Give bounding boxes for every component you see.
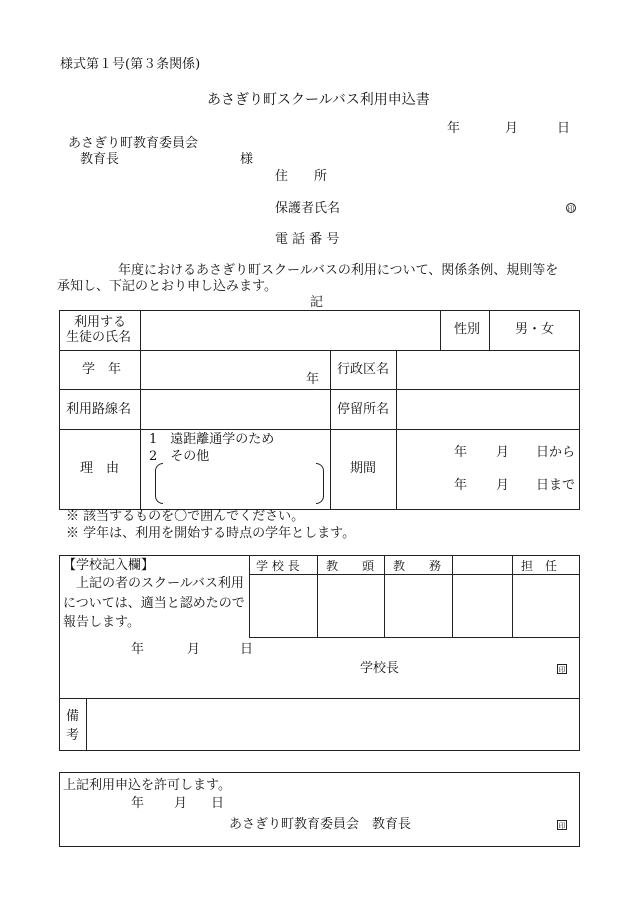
ki-label: 記 <box>310 295 324 310</box>
stop-label: 停留所名 <box>337 402 390 417</box>
approval-date-day: 日 <box>211 796 225 811</box>
approval-date-month: 月 <box>174 796 188 811</box>
date-month-label: 月 <box>505 121 519 136</box>
reason-label: 理 由 <box>80 461 120 476</box>
applicant-address-label: 住 所 <box>275 169 328 184</box>
school-section-heading: 【学校記入欄】 <box>63 558 155 573</box>
student-name-cell[interactable] <box>141 311 439 349</box>
form-title: あさぎり町スクールバス利用申込書 <box>207 92 430 108</box>
student-name-label-2: 生徒の氏名 <box>66 330 132 345</box>
remarks-cell[interactable] <box>87 699 579 750</box>
approval-seal-icon: 印 <box>558 822 566 830</box>
district-label: 行政区名 <box>337 362 390 377</box>
body-text-line1: 年度におけるあさぎり町スクールバスの利用について、関係条例、規則等を <box>118 263 559 278</box>
date-year-label: 年 <box>447 121 461 136</box>
applicant-guardian-label: 保護者氏名 <box>275 201 341 216</box>
principal-seal-icon: 印 <box>558 666 566 674</box>
period-from-year: 年 <box>454 445 468 460</box>
reason-option-1[interactable]: 1 遠距離通学のため <box>149 432 275 447</box>
note-2: ※ 学年は、利用を開始する時点の学年とします。 <box>66 526 356 541</box>
period-from-month: 月 <box>496 445 510 460</box>
school-date-day: 日 <box>240 642 254 657</box>
guardian-seal-icon: 印 <box>567 205 575 213</box>
form-number: 様式第１号(第３条関係) <box>60 57 201 72</box>
school-principal-label: 学校長 <box>360 661 400 676</box>
gender-label: 性別 <box>454 322 481 337</box>
remarks-label-2: 考 <box>66 728 80 743</box>
stamp-header-homeroom: 担 任 <box>521 559 558 573</box>
applicant-phone-label: 電 話 番 号 <box>275 232 340 247</box>
reason-option-2[interactable]: 2 その他 <box>149 449 210 464</box>
remarks-label-1: 備 <box>66 709 80 724</box>
period-label: 期間 <box>350 461 377 476</box>
approval-signer: あさぎり町教育委員会 教育長 <box>229 817 412 832</box>
gender-options[interactable]: 男・女 <box>515 322 555 337</box>
school-date-year: 年 <box>131 642 145 657</box>
school-date-month: 月 <box>187 642 201 657</box>
student-name-label-1: 利用する <box>74 315 127 330</box>
right-bracket <box>316 463 324 504</box>
addressee-line1: あさぎり町教育委員会 <box>68 136 199 151</box>
grade-label: 学 年 <box>82 362 122 377</box>
period-to-month: 月 <box>496 478 510 493</box>
body-text-line2: 承知し、下記のとおり申し込みます。 <box>57 279 277 294</box>
approval-text: 上記利用申込を許可します。 <box>63 778 231 793</box>
stop-cell[interactable] <box>397 390 579 428</box>
addressee-line2: 教育長 <box>80 152 120 167</box>
route-cell[interactable] <box>141 390 329 428</box>
grade-unit: 年 <box>306 372 320 387</box>
approval-date-year: 年 <box>131 796 145 811</box>
period-to-day: 日まで <box>536 478 576 493</box>
district-cell[interactable] <box>397 351 579 388</box>
date-day-label: 日 <box>557 121 571 136</box>
period-to-year: 年 <box>454 478 468 493</box>
school-section-text: 上記の者のスクールバス利用については、適当と認めたので報告します。 <box>63 576 245 630</box>
period-from-day: 日から <box>536 445 576 460</box>
stamp-header-vice-principal: 教 頭 <box>326 559 375 573</box>
left-bracket <box>155 463 163 504</box>
stamp-header-academic-affairs: 教 務 <box>393 559 442 573</box>
stamp-header-principal: 学 校 長 <box>256 559 300 573</box>
addressee-honorific: 様 <box>240 152 254 167</box>
route-label: 利用路線名 <box>66 402 132 417</box>
note-1: ※ 該当するものを〇で囲んでください。 <box>66 509 305 524</box>
